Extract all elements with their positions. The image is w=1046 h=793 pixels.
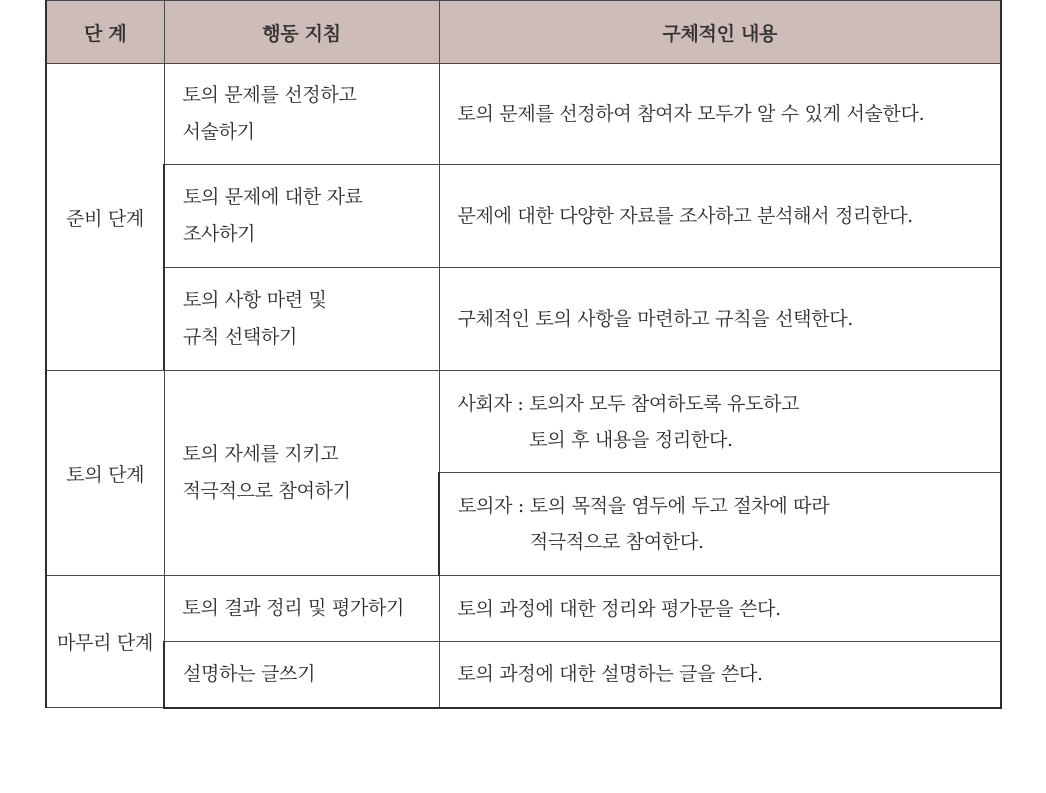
discussion-procedure-table [45, 0, 1002, 709]
role-label: 토의자 : [458, 495, 530, 517]
table-row [46, 64, 1001, 165]
guide-cell [164, 165, 439, 268]
guide-line: 토의 자세를 지키고 [182, 443, 339, 465]
guide-line: 토의 사항 마련 및 [183, 289, 327, 311]
detail-line: 토의자 모두 참여하도록 유도하고 [529, 392, 800, 415]
guide-line: 규칙 선택하기 [183, 326, 298, 348]
header-detail: 구체적인 내용 [439, 1, 1001, 64]
stage-cell-discussion: 토의 단계 [46, 371, 164, 576]
header-stage: 단 계 [46, 1, 164, 64]
guide-cell: 설명하는 글쓰기 [164, 642, 439, 708]
table-header-row [46, 1, 1001, 64]
table-row [46, 165, 1001, 268]
detail-line: 토의 후 내용을 정리한다. [529, 428, 733, 451]
table-row [46, 371, 1001, 473]
guide-cell [164, 64, 439, 165]
guide-line: 조사하기 [183, 223, 256, 245]
detail-cell: 토의 과정에 대한 설명하는 글을 쓴다. [439, 642, 1001, 708]
detail-cell: 토의 과정에 대한 정리와 평가문을 쓴다. [439, 576, 1001, 642]
detail-line: 적극적으로 참여한다. [529, 531, 704, 553]
guide-line: 토의 문제를 선정하고 [182, 84, 357, 106]
stage-cell-wrapup: 마무리 단계 [46, 576, 164, 708]
detail-line: 토의 목적을 염두에 두고 절차에 따라 [529, 495, 830, 517]
guide-cell [164, 268, 439, 371]
detail-cell: 문제에 대한 다양한 자료를 조사하고 분석해서 정리한다. [439, 165, 1001, 268]
table-row [46, 642, 1001, 708]
table-row [46, 268, 1001, 371]
guide-line: 서술하기 [182, 121, 255, 143]
detail-cell: 토의 문제를 선정하여 참여자 모두가 알 수 있게 서술한다. [439, 64, 1001, 165]
header-guideline: 행동 지침 [164, 1, 439, 64]
stage-cell-prepare: 준비 단계 [46, 64, 164, 371]
guide-line: 토의 문제에 대한 자료 [183, 186, 363, 208]
detail-cell: 구체적인 토의 사항을 마련하고 규칙을 선택한다. [439, 268, 1001, 371]
table-row [46, 576, 1001, 642]
guide-line: 적극적으로 참여하기 [182, 480, 351, 502]
role-label: 사회자 : [457, 392, 530, 415]
guide-cell [164, 371, 439, 576]
detail-cell-moderator [439, 371, 1001, 473]
guide-cell: 토의 결과 정리 및 평가하기 [164, 576, 439, 642]
detail-cell-participant [439, 473, 1001, 576]
